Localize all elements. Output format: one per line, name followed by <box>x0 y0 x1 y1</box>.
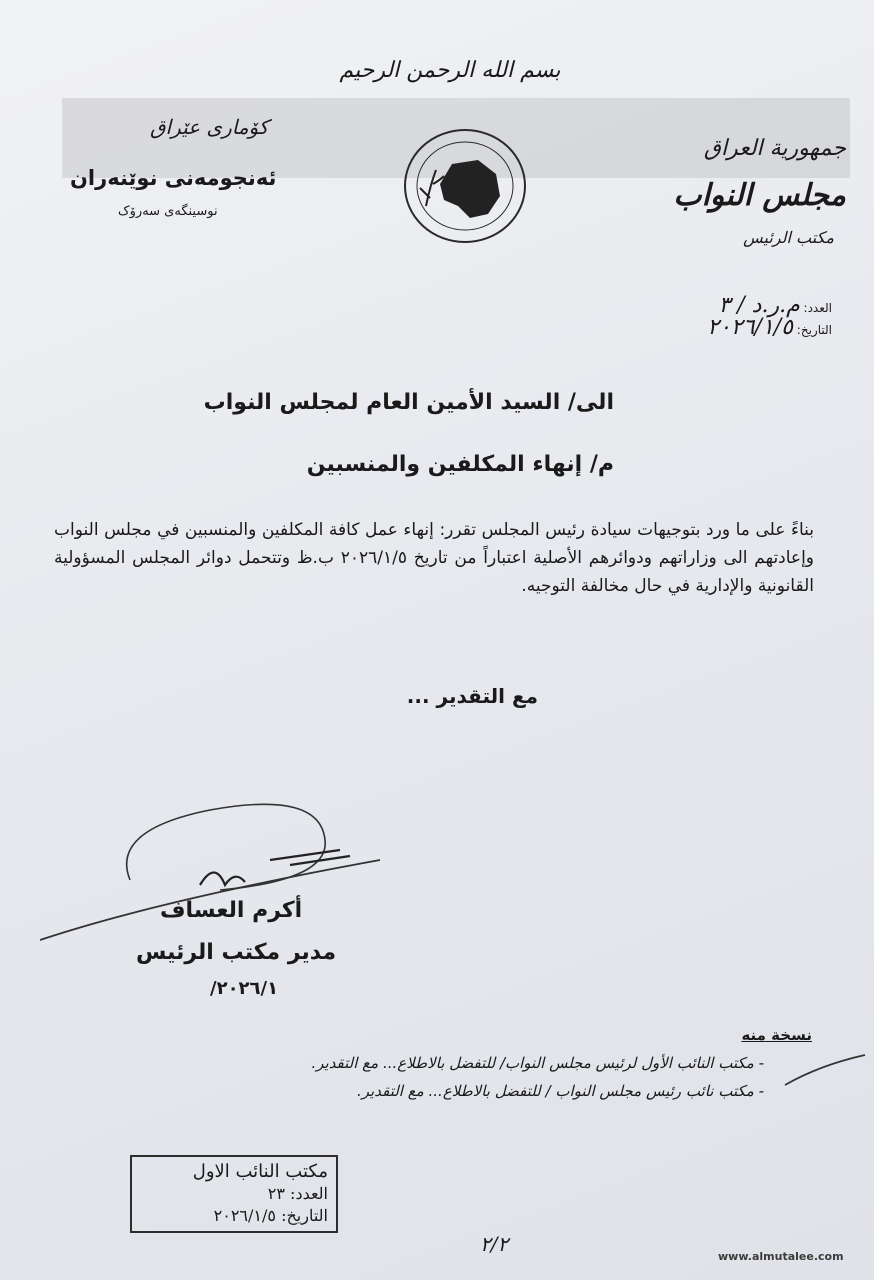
reference-block <box>592 293 832 340</box>
page-number: ٢/٢ <box>480 1232 509 1256</box>
date-label: التاريخ: <box>796 323 832 337</box>
stamp-date: التاريخ: ٢٠٢٦/١/٥ <box>213 1206 328 1225</box>
incoming-stamp <box>130 1155 338 1233</box>
subject-line: م/ إنهاء المكلفين والمنسبين <box>306 452 614 477</box>
closing-regards: مع التقدير ... <box>406 684 538 708</box>
signatory-date: ٢٠٢٦/١/ <box>210 978 279 999</box>
number-label: العدد: <box>803 301 832 315</box>
signatory-title: مدير مكتب الرئيس <box>136 940 337 965</box>
stamp-number: العدد: ٢٣ <box>267 1184 328 1203</box>
kurdish-country: كۆماری عێراق <box>150 115 269 139</box>
signatory-name: أكرم العساف <box>160 898 303 923</box>
copies-heading: نسخة منه <box>741 1026 812 1044</box>
letter-body: بناءً على ما ورد بتوجيهات سيادة رئيس المجلس تقرر: إنهاء عمل كافة المكلفين والمنسبين في مجلس النواب وإعادتهم الى وزاراتهم ودوائرهم الأصلية اعتباراً من تاريخ ٢٠٢٦/١/٥ ب.ظ وتتحمل دوائر المجلس المسؤولية القانونية والإدارية في حال مخالفة التوجيه. <box>54 520 815 596</box>
stamp-office: مكتب النائب الاول <box>192 1161 328 1182</box>
kurdish-council: ئەنجومەنی نوێنەران <box>70 166 277 190</box>
reference-date <box>592 315 832 340</box>
addressee: الى/ السيد الأمين العام لمجلس النواب <box>203 390 614 415</box>
watermark: www.almutalee.com <box>718 1250 844 1263</box>
office-name: مكتب الرئيس <box>743 228 834 247</box>
basmala: بسم الله الرحمن الرحيم <box>339 58 561 83</box>
handwritten-mark <box>780 1050 870 1090</box>
council-name: مجلس النواب <box>673 178 846 213</box>
kurdish-office: نوسینگەی سەرۆک <box>118 204 218 219</box>
parliament-seal-icon <box>400 126 530 246</box>
date-value: ٢٠٢٦/١/٥ <box>707 315 793 340</box>
handwritten-signature <box>40 790 400 960</box>
republic-name: جمهورية العراق <box>703 136 846 161</box>
number-value: م.ر.د / ٣ <box>718 293 800 318</box>
copy-item: - مكتب نائب رئيس مجلس النواب / للتفضل بالاطلاع... مع التقدير. <box>357 1082 764 1100</box>
copy-item: - مكتب النائب الأول لرئيس مجلس النواب/ للتفضل بالاطلاع... مع التقدير. <box>311 1054 764 1072</box>
